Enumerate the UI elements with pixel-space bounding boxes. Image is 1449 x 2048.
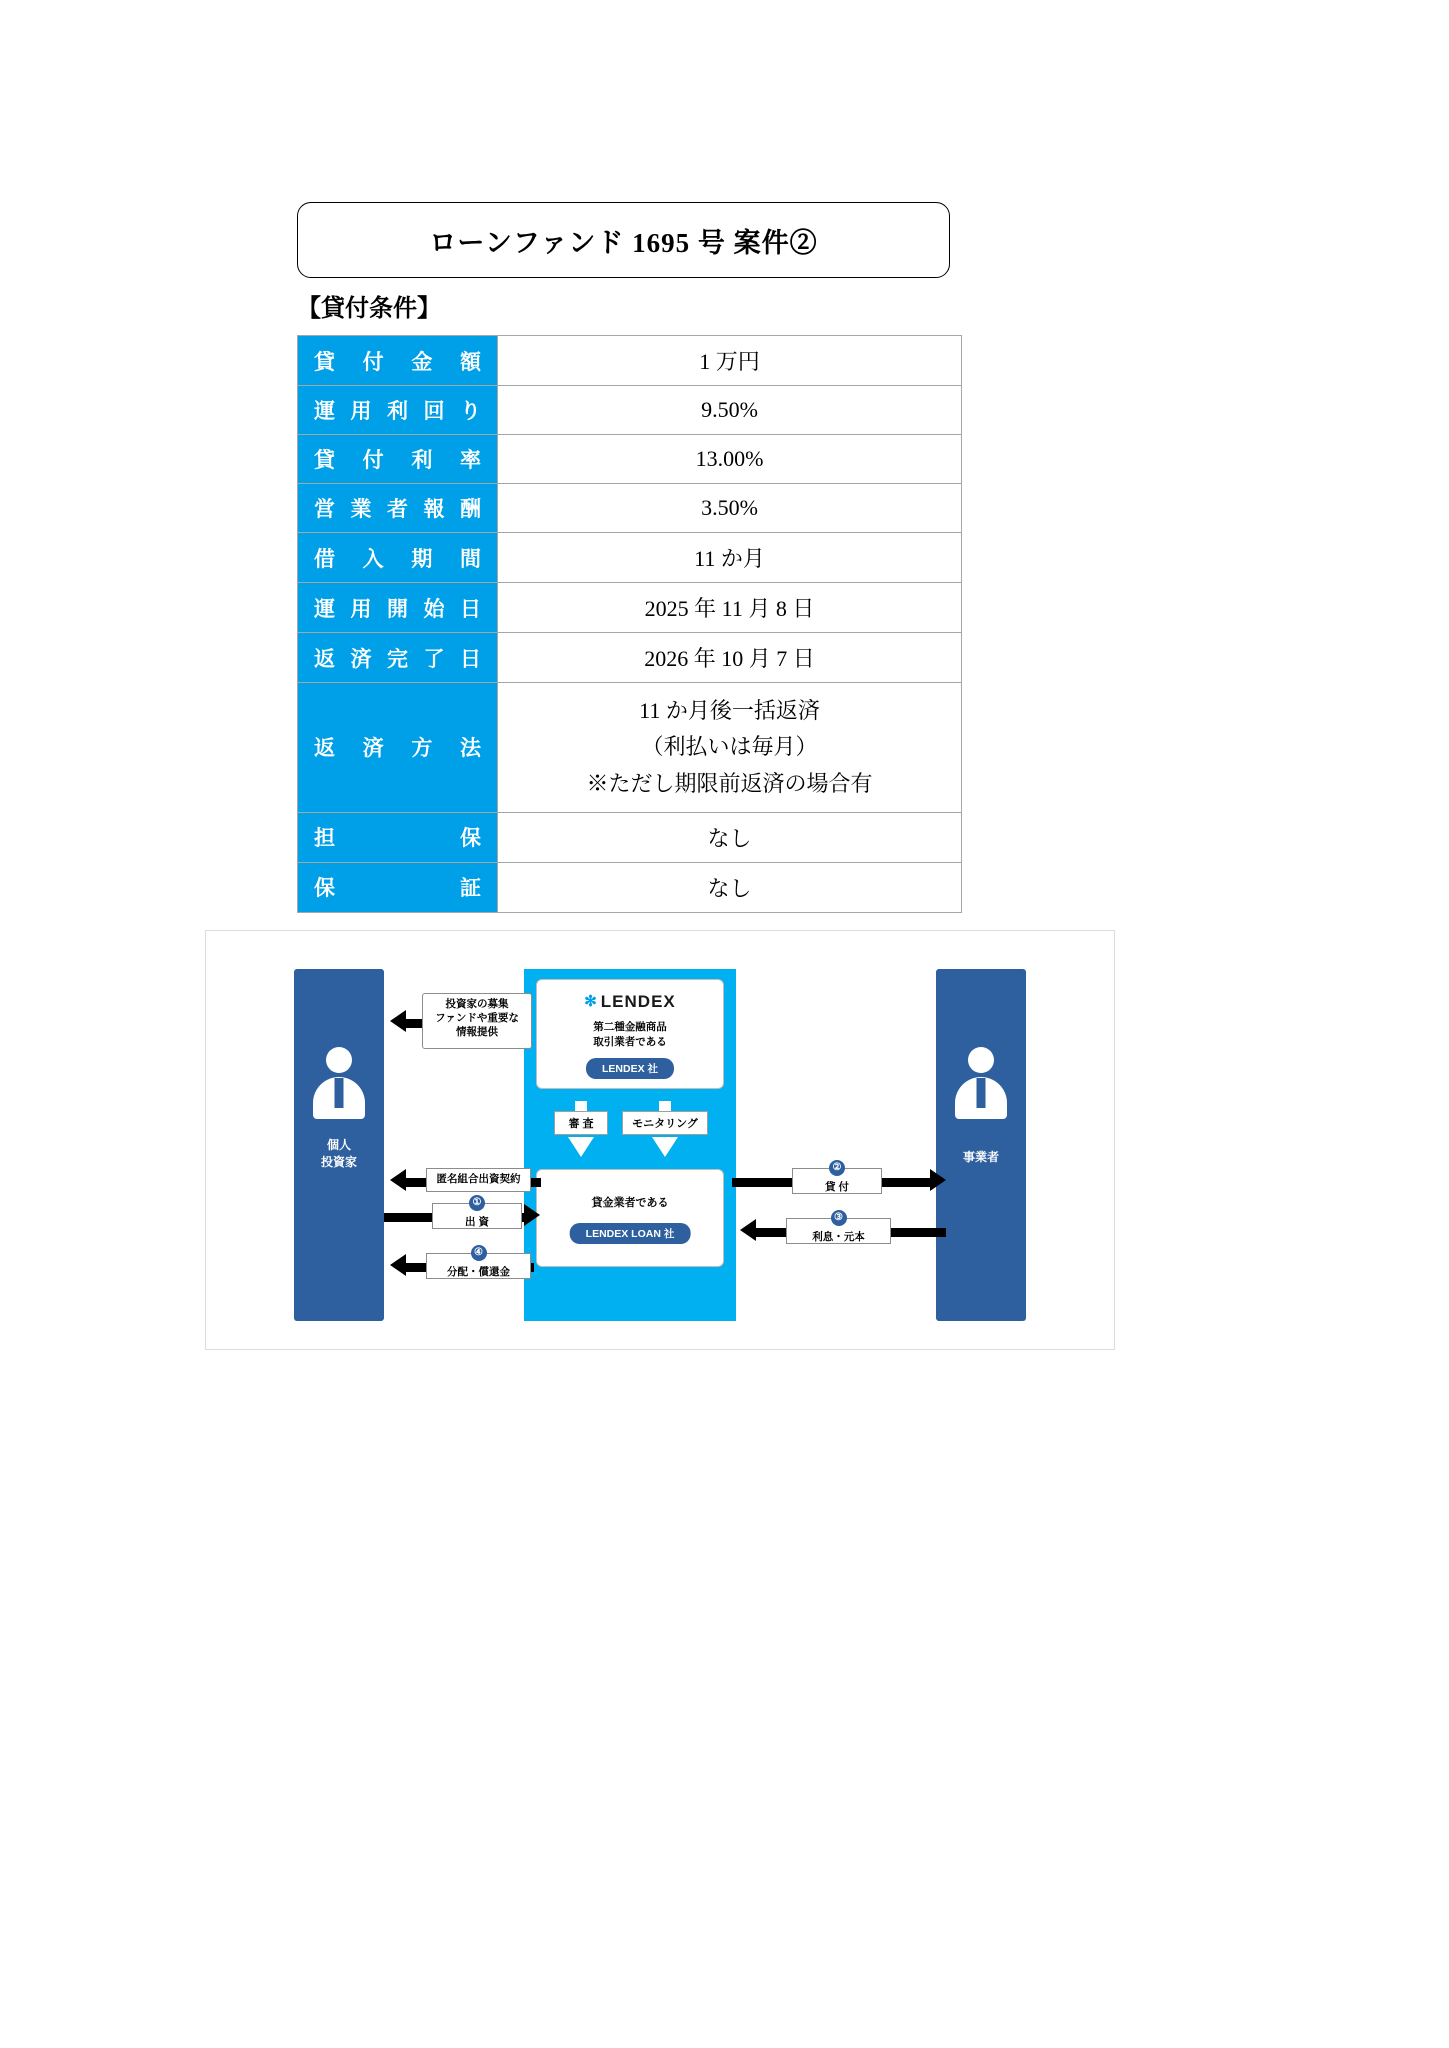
investor-label [294, 1137, 384, 1172]
row-value: 3.50% [498, 484, 962, 533]
kashitsuke-label-text: 貸 付 [825, 1181, 849, 1193]
borrower-label: 事業者 [962, 1150, 999, 1164]
recruit-arrow-head-icon [390, 1010, 406, 1032]
table-row [298, 484, 962, 533]
row-label: 返 済 完 了 日 [298, 633, 498, 683]
lendex-pill: LENDEX 社 [586, 1058, 674, 1079]
kashitsuke-arrow-head-icon [930, 1169, 946, 1191]
person-head [326, 1047, 352, 1073]
lendex-loan-box [536, 1169, 724, 1267]
row-label: 運 用 開 始 日 [298, 583, 498, 633]
table-row [298, 862, 962, 912]
loan-pill: LENDEX LOAN 社 [570, 1223, 691, 1244]
shusshi-label-text: 出 資 [465, 1216, 489, 1228]
risoku-label [786, 1212, 891, 1244]
table-row [298, 435, 962, 484]
lendex-logo-text: LENDEX [600, 992, 676, 1011]
risoku-step-number: ③ [831, 1210, 847, 1226]
monitoring-down-arrow-icon [652, 1137, 678, 1157]
recruit-label-line2: ファンドや重要な [435, 1012, 519, 1025]
row-value: 13.00% [498, 435, 962, 484]
recruit-label [422, 993, 532, 1049]
recruit-label-line1: 投資家の募集 [445, 998, 509, 1010]
row-value: 9.50% [498, 386, 962, 435]
kashitsuke-label [792, 1162, 882, 1194]
shusshi-arrow-head-icon [524, 1204, 540, 1226]
row-value: 11 か月 [498, 533, 962, 583]
document-title-box [297, 202, 950, 278]
review-down-arrow-icon [568, 1137, 594, 1157]
investor-label-line2: 投資家 [320, 1155, 357, 1170]
section-label-loan-terms: 【貸付条件】 [297, 295, 441, 322]
table-row [298, 386, 962, 435]
row-value: 2026 年 10 月 7 日 [498, 633, 962, 683]
row-value [498, 683, 962, 813]
investor-person-icon [311, 1047, 367, 1119]
row-value: 1 万円 [498, 336, 962, 386]
lendex-company-box [536, 979, 724, 1089]
scheme-diagram [205, 930, 1115, 1350]
tokumei-label: 匿名組合出資契約 [426, 1168, 531, 1192]
shusshi-label [432, 1197, 522, 1229]
table-row [298, 812, 962, 862]
lendex-subtitle-line1: 第二種金融商品 [593, 1021, 667, 1033]
lendex-subtitle-line2: 取引業者である [593, 1035, 667, 1048]
borrower-person-icon [953, 1047, 1009, 1119]
row-label: 貸 付 金 額 [298, 336, 498, 386]
row-label: 貸 付 利 率 [298, 435, 498, 484]
row-label: 保 証 [298, 862, 498, 912]
borrower-pillar [936, 969, 1026, 1321]
person-tie [977, 1078, 986, 1108]
row-label: 借 入 期 間 [298, 533, 498, 583]
table-row [298, 336, 962, 386]
repayment-line-3: ※ただし期限前返済の場合有 [586, 770, 873, 796]
loan-box-title: 貸金業者である [591, 1197, 669, 1209]
page-title: ローンファンド 1695 号 案件② [429, 227, 818, 258]
repayment-line-2: （利払いは毎月） [641, 734, 818, 760]
investor-label-line1: 個人 [326, 1138, 351, 1152]
lendex-logo-mark: ✻ [584, 993, 598, 1010]
monitoring-stem [659, 1101, 671, 1111]
row-value: なし [498, 812, 962, 862]
review-box: 審 査 [554, 1111, 608, 1135]
row-label: 返 済 方 法 [298, 683, 498, 813]
risoku-label-text: 利息・元本 [812, 1231, 865, 1243]
monitoring-box: モニタリング [622, 1111, 708, 1135]
risoku-arrow-head-icon [740, 1219, 756, 1241]
table-row [298, 583, 962, 633]
person-head [968, 1047, 994, 1073]
row-label: 運 用 利 回 り [298, 386, 498, 435]
row-value: 2025 年 11 月 8 日 [498, 583, 962, 633]
lendex-subtitle [537, 1020, 723, 1049]
bunpai-step-number: ④ [471, 1245, 487, 1261]
bunpai-arrow-head-icon [390, 1254, 406, 1276]
table-row [298, 533, 962, 583]
bunpai-label-text: 分配・償還金 [447, 1266, 510, 1278]
repayment-line-1: 11 か月後一括返済 [639, 698, 820, 723]
kashitsuke-step-number: ② [829, 1160, 845, 1176]
shusshi-step-number: ① [469, 1195, 485, 1211]
tokumei-arrow-head-icon [390, 1169, 406, 1191]
table-row [298, 633, 962, 683]
diagram-canvas [236, 951, 1086, 1331]
table-row [298, 683, 962, 813]
lendex-logo [537, 992, 723, 1012]
review-stem [575, 1101, 587, 1111]
row-label: 営 業 者 報 酬 [298, 484, 498, 533]
person-tie [335, 1078, 344, 1108]
investor-pillar [294, 969, 384, 1321]
loan-terms-table [297, 335, 962, 913]
row-value: なし [498, 862, 962, 912]
recruit-label-line3: 情報提供 [456, 1026, 498, 1039]
bunpai-label [426, 1247, 531, 1279]
row-label: 担 保 [298, 812, 498, 862]
